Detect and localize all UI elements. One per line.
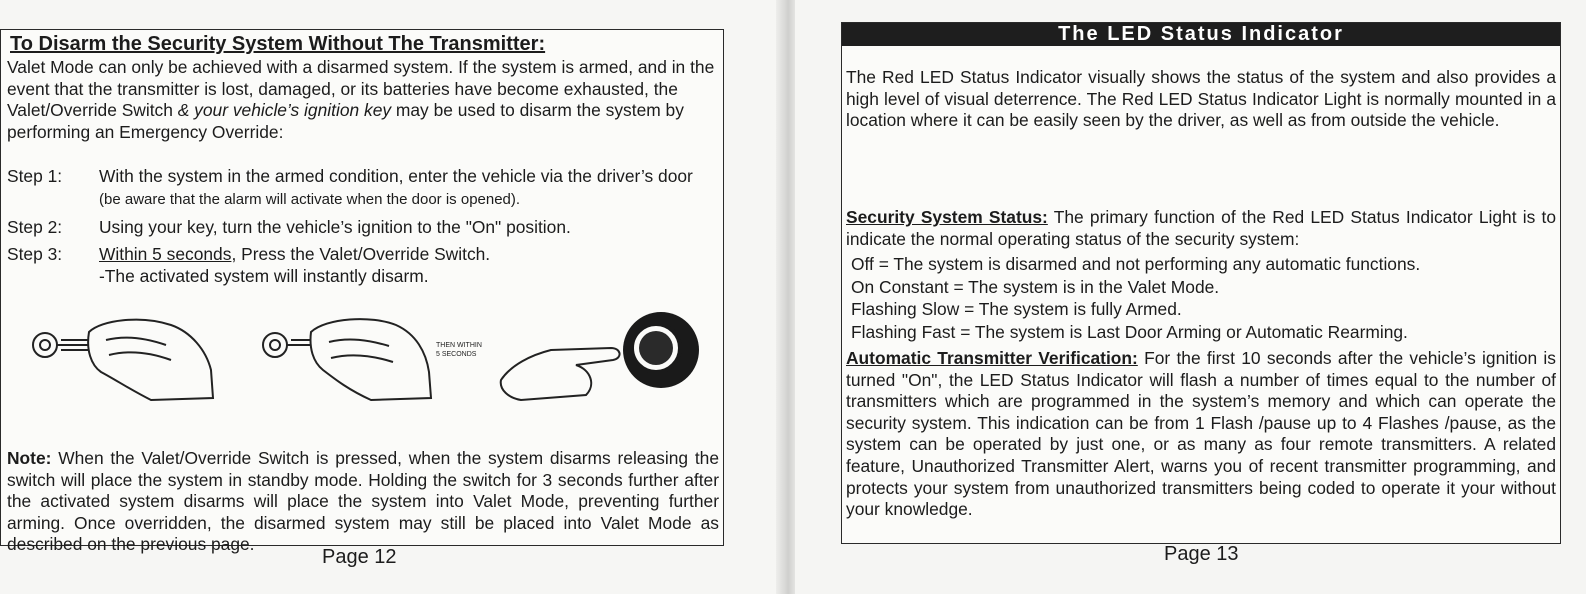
hand-holding-key-icon (311, 319, 432, 400)
intro-text-end: may be used to disarm the system by performing an Emergency Override: (7, 100, 684, 142)
hand-turning-key-icon (88, 320, 213, 400)
ignition-key-icon (33, 333, 91, 357)
status-list (851, 253, 1420, 343)
step-number: Step 2: (7, 217, 63, 237)
verification-text: For the first 10 seconds after the vehicle’s ignition is turned "On", the LED Status Indicator will flash a number of times equal to the number of transmitters which are programmed in the system’s memory and which can operate the security system. This indication can be from 1 Flash /pause up to 4 Flashes /pause, as the system can be operated by just one, or as many as four remote transmitters. A related feature, Unauthorized Transmitter Alert, warns you of recent transmitter programming, and protects your system from unauthorized transmitters being coded to operate it your without your knowledge. (846, 348, 1556, 520)
disarm-intro (7, 57, 719, 143)
disarm-heading: To Disarm the Security System Without The Transmitter: (10, 33, 546, 55)
security-status-paragraph (846, 207, 1556, 250)
status-item-constant: On Constant = The system is in the Valet Mode. (851, 276, 1220, 297)
step-main-text: , Press the Valet/Override Switch. (231, 244, 491, 264)
ignition-key-icon (263, 333, 316, 357)
step-text (99, 166, 714, 210)
illustration-caption-line2: 5 SECONDS (436, 351, 477, 358)
valet-switch-icon (623, 312, 699, 388)
step-number: Step 1: (7, 166, 63, 186)
intro-italic-text: & your vehicle’s ignition key (177, 100, 392, 121)
disarm-instructions-box (0, 29, 724, 555)
security-status-text: The primary function of the Red LED Status Indicator Light is to indicate the normal operating status of the security system: (846, 207, 1556, 249)
illustration-caption-line1: THEN WITHIN (436, 342, 482, 349)
step-main-text: With the system in the armed condition, enter the vehicle via the driver’s door (99, 166, 693, 186)
step-underlined-text: Within 5 seconds (99, 244, 232, 264)
security-status-heading: Security System Status: (846, 207, 1048, 227)
note-paragraph (7, 448, 719, 556)
verification-paragraph (846, 348, 1556, 521)
status-item-fast: Flashing Fast = The system is Last Door Arming or Automatic Rearming. (851, 321, 1408, 342)
note-label: Note: (7, 448, 52, 468)
page-number-left: Page 12 (322, 546, 397, 568)
verification-heading: Automatic Transmitter Verification: (846, 348, 1138, 368)
note-text: When the Valet/Override Switch is pressed, when the system disarms releasing the switch will place the system in standby mode. Holding the switch for 3 seconds further after the activated system disarms will place the system into Valet Mode, preventing further arming. Once overridden, the disarmed system may still be placed into Valet Mode as described on the previous page. (7, 448, 719, 555)
right-page (795, 0, 1586, 594)
intro-text: Valet Mode can only be achieved with a disarmed system. If the system is armed, and in the event that the transmitter is lost, damaged, or its batteries have become exhausted, the Valet/Override Switch (7, 57, 715, 121)
step-small-note: (be aware that the alarm will activate when the door is opened). (99, 190, 521, 208)
left-page (0, 0, 783, 594)
status-item-slow: Flashing Slow = The system is fully Armed. (851, 299, 1182, 319)
led-status-box (841, 22, 1561, 544)
page-number-right: Page 13 (1164, 543, 1239, 565)
led-intro: The Red LED Status Indicator visually shows the status of the system and also provides a high level of visual deterrence. The Red LED Status Indicator Light is normally mounted in a location where it can be easily seen by the driver, as well as from outside the vehicle. (846, 67, 1556, 131)
step-text: Using your key, turn the vehicle’s ignition to the "On" position. (99, 217, 571, 237)
override-illustration (31, 310, 703, 405)
step-second-line: -The activated system will instantly disarm. (99, 265, 429, 286)
hand-pressing-switch-icon (501, 348, 620, 400)
step-number: Step 3: (7, 244, 63, 264)
status-item-off: Off = The system is disarmed and not performing any automatic functions. (851, 254, 1421, 274)
led-section-banner: The LED Status Indicator (842, 23, 1560, 46)
step-text (99, 244, 714, 287)
